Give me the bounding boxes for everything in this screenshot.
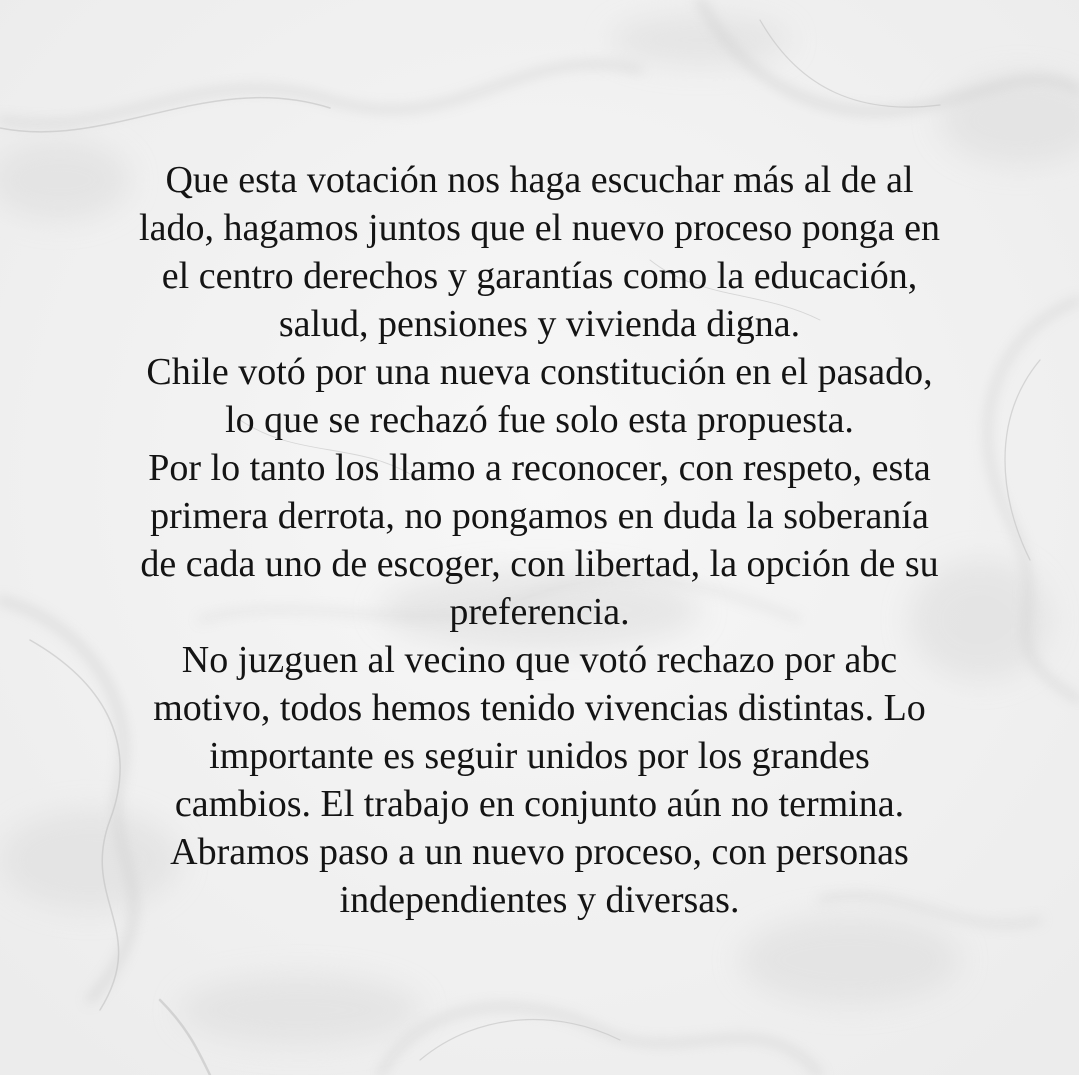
text-line-15: Abramos paso a un nuevo proceso, con personas [170,831,909,873]
post-text [40,156,1039,924]
text-line-6: lo que se rechazó fue solo esta propuesta. [225,399,854,441]
text-line-13: importante es seguir unidos por los grandes [209,735,870,777]
text-line-2: lado, hagamos juntos que el nuevo proceso ponga en [139,207,940,249]
text-line-4: salud, pensiones y vivienda digna. [278,303,801,345]
text-line-1: Que esta votación nos haga escuchar más al de al [165,159,914,201]
text-line-14: cambios. El trabajo en conjunto aún no termina. [174,783,905,825]
text-line-10: preferencia. [449,591,630,633]
text-line-3: el centro derechos y garantías como la educación, [161,255,918,297]
text-line-8: primera derrota, no pongamos en duda la soberanía [150,495,929,537]
text-line-16: independientes y diversas. [339,879,740,921]
text-line-5: Chile votó por una nueva constitución en el pasado, [146,351,933,393]
text-line-12: motivo, todos hemos tenido vivencias distintas. Lo [153,687,926,729]
text-line-7: Por lo tanto los llamo a reconocer, con respeto, esta [148,447,931,489]
text-line-9: de cada uno de escoger, con libertad, la opción de su [140,543,939,585]
text-line-11: No juzguen al vecino que votó rechazo por abc [181,639,898,681]
